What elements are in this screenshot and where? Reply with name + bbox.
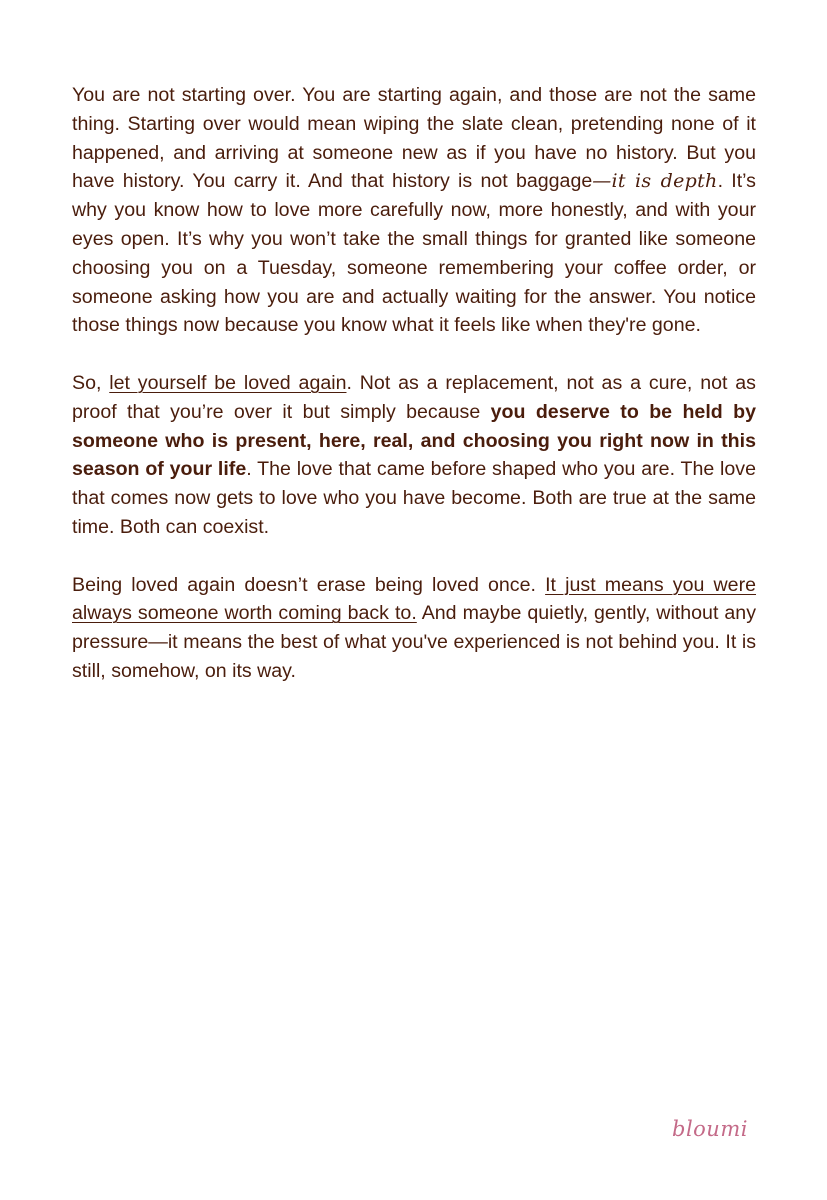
brand-signature: bloumi: [672, 1117, 748, 1141]
bold-phrase: you deserve to be held by someone who is present, here, real, and choosing you right now in this season of your life: [72, 400, 756, 481]
paragraph-3-text: Being loved again doesn’t erase being loved once.: [72, 573, 546, 596]
paragraph-2-text-end: . The love that came before shaped who you are. The love that comes now gets to love who you have become. Both are true at the same time. Both can coexist.: [72, 458, 756, 538]
paragraph-2-text: So,: [72, 371, 110, 394]
paragraph-1-text-cont: . It’s why you know how to love more carefully now, more honestly, and with your eyes open. It’s why you won’t take the small things for granted like someone choosing you on a Tuesday, someone remembering your coffee order, or someone asking how you are and actually waiting for the answer. You notice those things now because you know what it feels like when they're gone.: [72, 170, 756, 337]
underlined-phrase-2: It just means you were always someone worth coming back to.: [72, 573, 757, 625]
paragraph-2: [72, 369, 756, 542]
paragraph-3-text-cont: And maybe quietly, gently, without any pressure—it means the best of what you've experienced is not behind you. It is still, somehow, on its way.: [72, 602, 756, 682]
paragraph-1: [72, 81, 756, 340]
body-text: [72, 81, 756, 715]
paragraph-1-text: You are not starting over. You are starting again, and those are not the same thing. Starting over would mean wiping the slate clean, pretending none of it happened, and arriving at someone new as if you have no history. But you have history. You carry it. And that history is not baggage: [72, 84, 756, 193]
underlined-phrase: let yourself be loved again: [109, 371, 347, 394]
paragraph-2-text-cont: . Not as a replacement, not as a cure, not as proof that you’re over it but simply because: [72, 371, 756, 423]
paragraph-3: [72, 571, 756, 686]
emphasis-script-text: —it is depth: [592, 170, 718, 193]
